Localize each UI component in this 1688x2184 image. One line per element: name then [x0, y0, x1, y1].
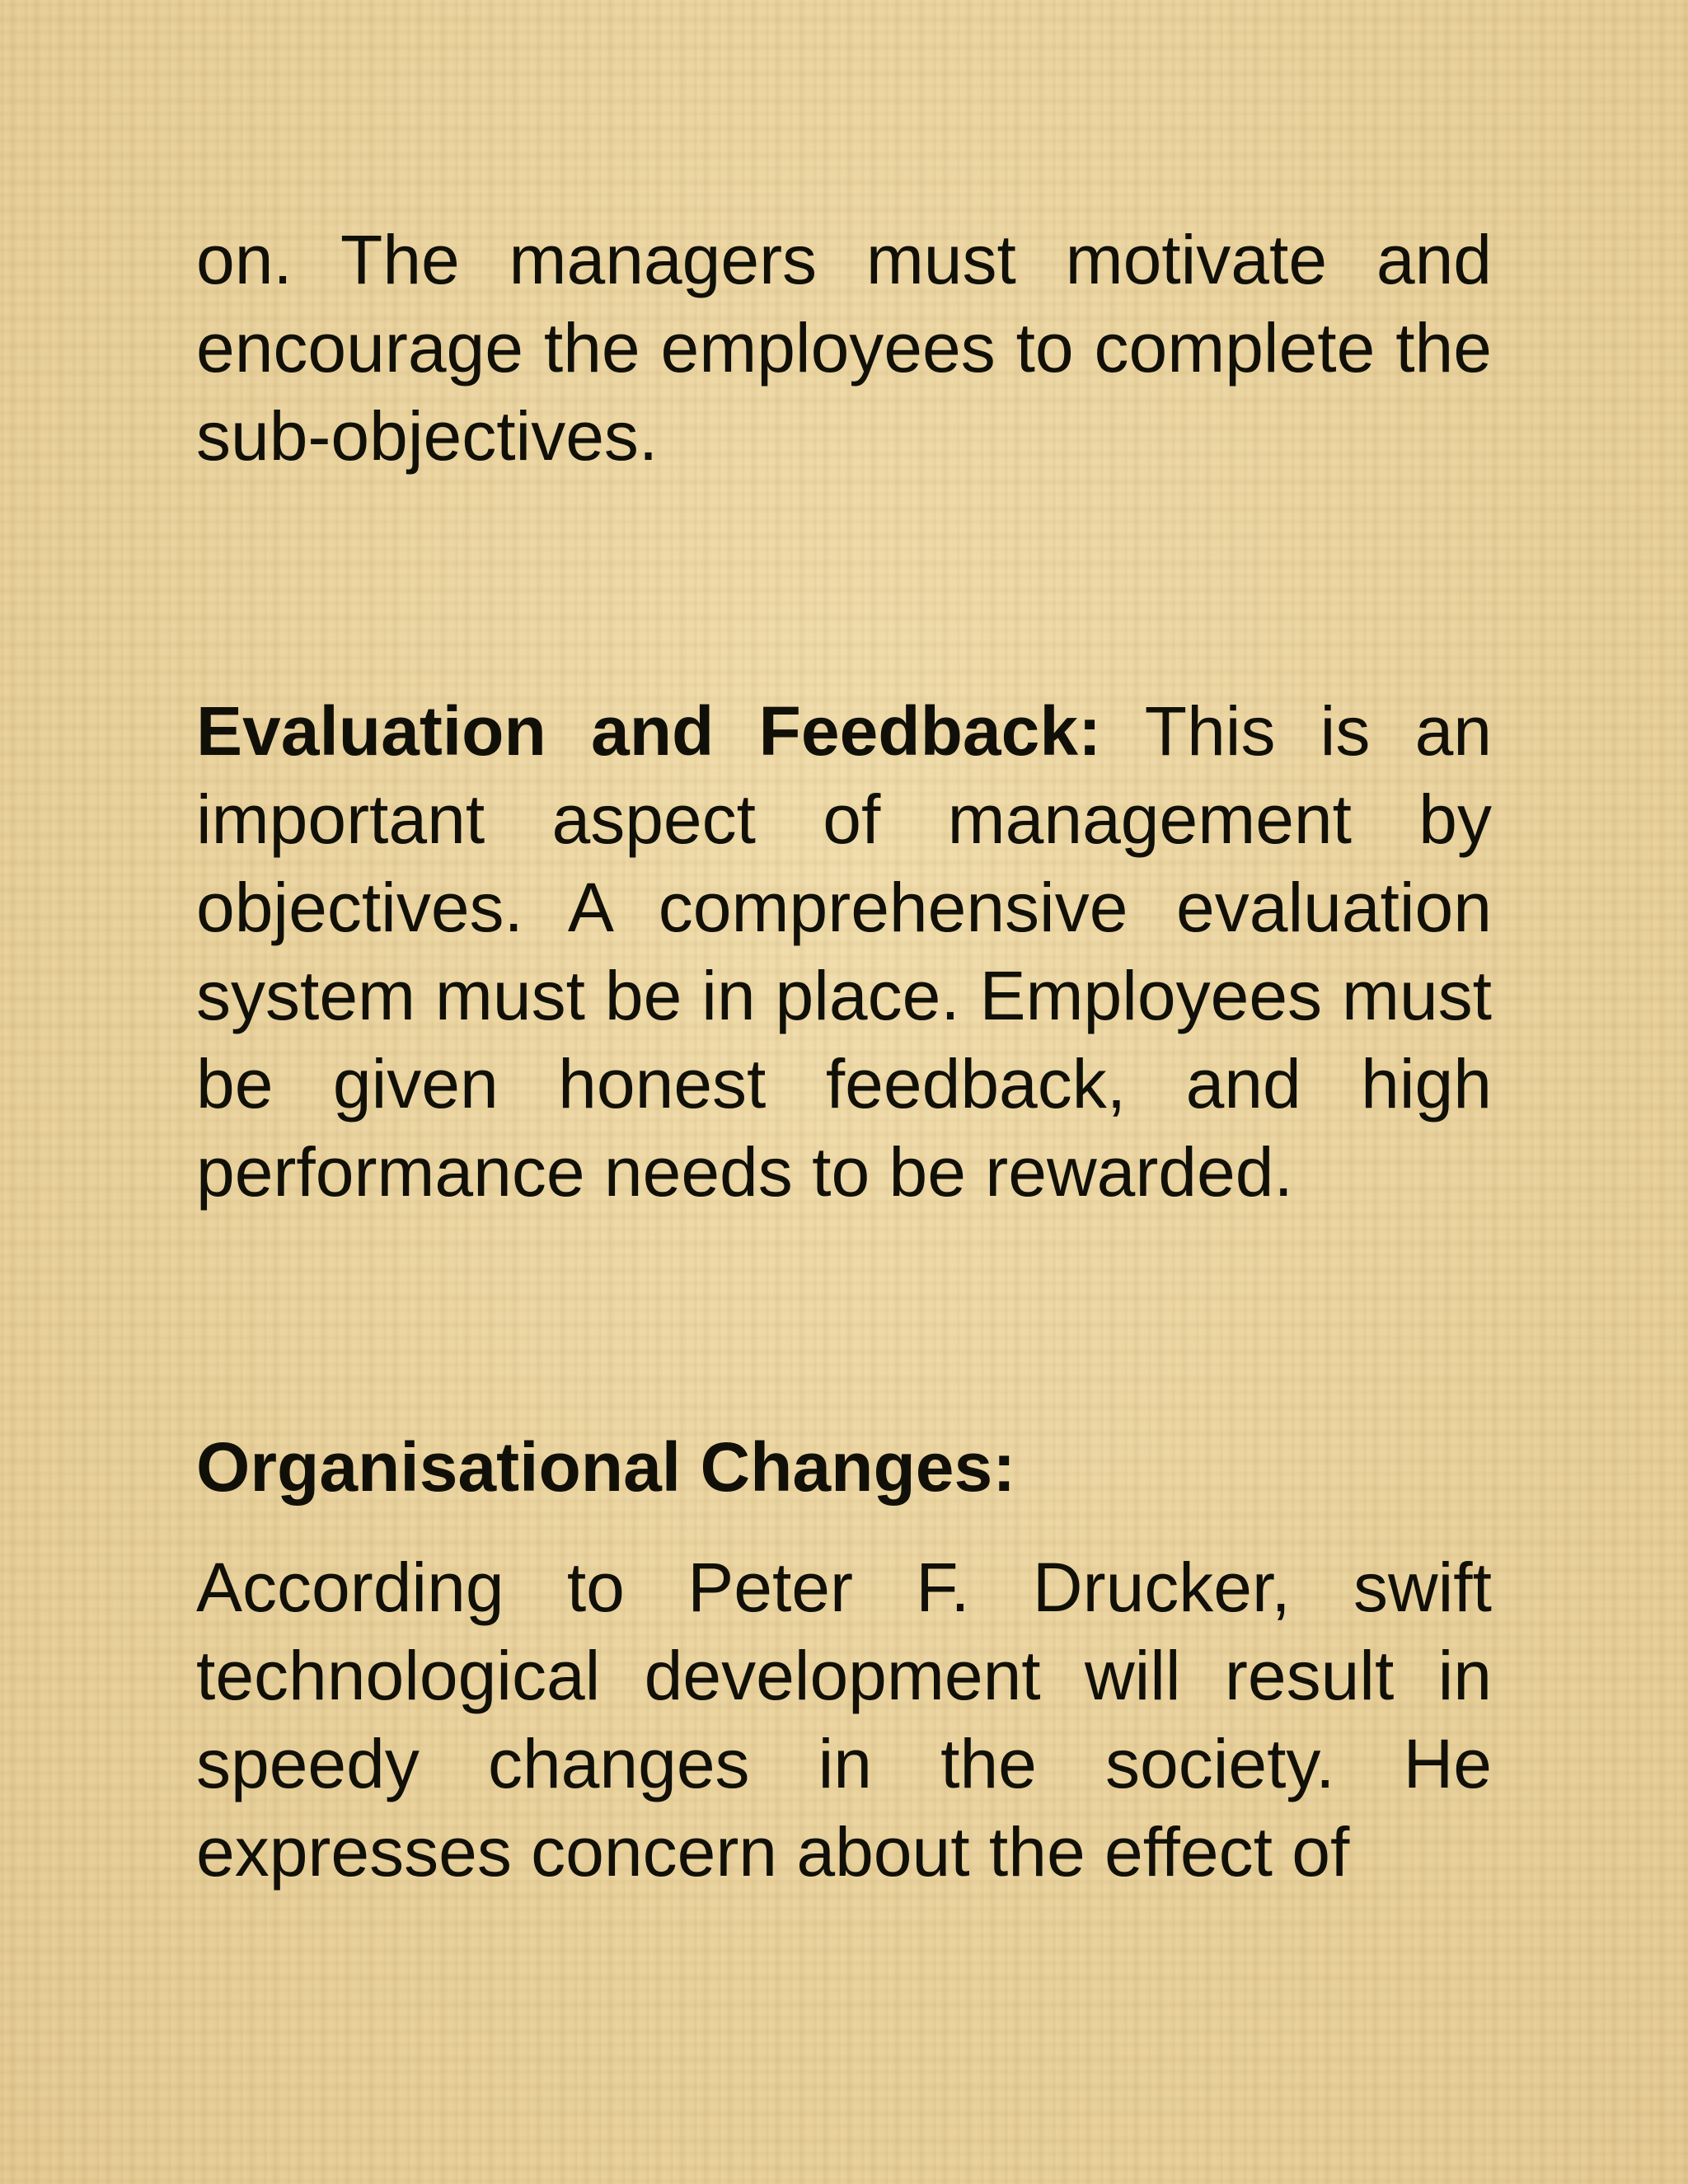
paragraph-evaluation-text: This is an important aspect of management by objectives. A comprehensive evaluation system must be in place. Employees must be given honest feedback, and high performance needs to be rewarded.: [196, 692, 1492, 1211]
paragraph-continuation-text: on. The managers must motivate and encourage the employees to complete the sub-objectives.: [196, 221, 1492, 475]
paragraph-organisational-changes-text: According to Peter F. Drucker, swift technological development will result in speedy changes in the society. He expresses concern about the effect of: [196, 1549, 1492, 1891]
paragraph-evaluation-and-feedback: [196, 687, 1492, 1216]
paragraph-continuation: [196, 216, 1492, 480]
inline-heading-evaluation-and-feedback: Evaluation and Feedback:: [196, 692, 1102, 770]
section-heading-organisational-changes: Organisational Changes:: [196, 1428, 1016, 1506]
paragraph-organisational-changes: [196, 1544, 1492, 1896]
page-body: [196, 216, 1492, 1896]
